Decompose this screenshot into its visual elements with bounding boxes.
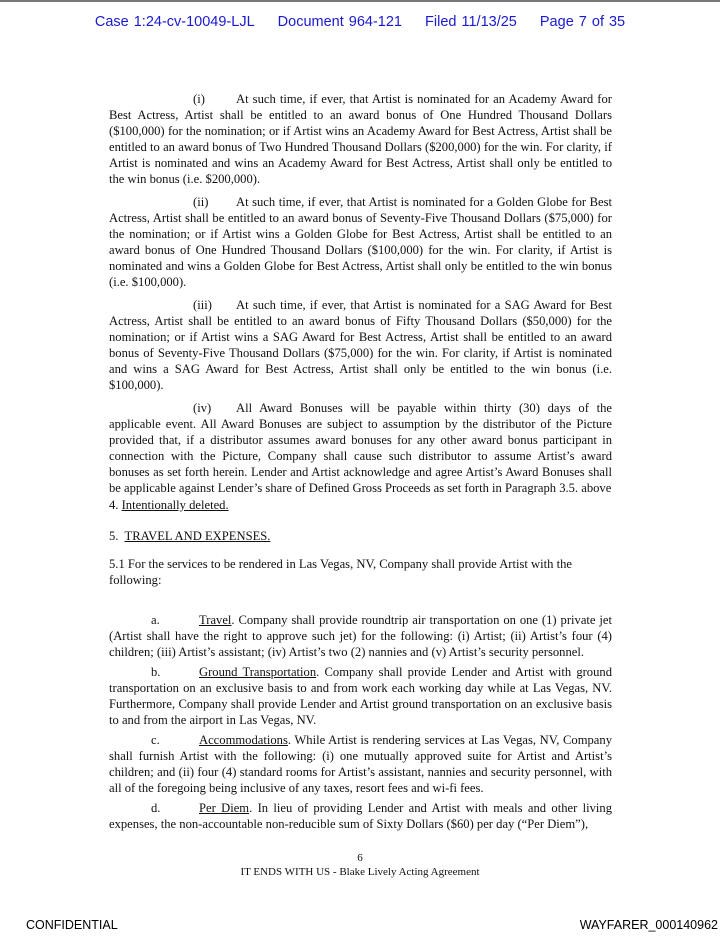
item-c-accommodations — [109, 732, 612, 796]
paragraph-ii — [109, 194, 612, 290]
item-a-travel — [109, 612, 612, 660]
item-text: . Company shall provide Lender and Artist with ground transportation on an exclusive basis to and from work each working day while at Las Vegas, NV. Furthermore, Company shall provide Lender and Artist ground transportation on an exclusive basis to and from the airport in Las Vegas, NV. — [109, 665, 612, 727]
item-letter: d. — [151, 801, 161, 815]
case-number: Case 1:24-cv-10049-LJL — [94, 14, 255, 30]
item-number: (ii) — [193, 195, 209, 209]
paragraph-i — [109, 91, 612, 187]
paragraph-text: At such time, if ever, that Artist is nominated for a Golden Globe for Best Actress, Artist shall be entitled to an award bonus of Seventy-Five Thousand Dollars ($75,000) for the nomination; or if Artist wins a Golden Globe for Best Actress, Artist shall be entitled to an award bonus of One Hundred Thousand Dollars ($100,000) for the win. For clarity, if Artist is nominated and wins a Golden Globe for Best Actress, Artist shall only be entitled to the win bonus (i.e. $100,000). — [109, 195, 612, 289]
item-number: (i) — [193, 92, 205, 106]
item-b-ground-transportation — [109, 664, 612, 728]
section-4 — [109, 497, 612, 513]
bates-number: WAYFARER_000140962 — [579, 918, 718, 932]
section-5-1: 5.1 For the services to be rendered in Las Vegas, NV, Company shall provide Artist with the following: — [109, 557, 572, 587]
paragraph-iv — [109, 400, 612, 496]
item-text: . In lieu of providing Lender and Artist with meals and other living expenses, the non-accountable non-reducible sum of Sixty Dollars ($60) per day (“Per Diem”), — [109, 801, 612, 831]
item-letter: a. — [151, 613, 160, 627]
section-5 — [109, 528, 612, 544]
paragraph-text: At such time, if ever, that Artist is nominated for a SAG Award for Best Actress, Artist shall be entitled to an award bonus of Fifty Thousand Dollars ($50,000) for the nomination; or if Artist wins a SAG Award for Best Actress, Artist shall be entitled to an award bonus of Seventy-Five Thousand Dollars ($75,000) for the win. For clarity, if Artist is nominated and wins a SAG Award for Best Actress, Artist shall only be entitled to the win bonus (i.e. $100,000). — [109, 298, 612, 392]
court-header — [0, 14, 720, 30]
paragraph-text: All Award Bonuses will be payable within thirty (30) days of the applicable event. All Award Bonuses are subject to assumption by the distributor of the Picture provided that, if a distributor assumes award bonuses for any other award bonus participant in connection with the Picture, Company shall cause such distributor to assume Artist’s award bonuses as set forth herein. Lender and Artist acknowledge and agree Artist’s Award Bonuses shall be applicable against Lender’s share of Defined Gross Proceeds as set forth in Paragraph 3.5. above — [109, 401, 612, 495]
page-number: 6 — [357, 852, 363, 864]
item-title: Travel — [199, 613, 232, 627]
page-indicator: Page 7 of 35 — [539, 14, 626, 30]
filed-date: Filed 11/13/25 — [425, 14, 517, 30]
section-title: TRAVEL AND EXPENSES. — [124, 529, 271, 543]
document-number: Document 964-121 — [277, 14, 402, 30]
item-title: Per Diem — [199, 801, 250, 815]
item-d-per-diem — [109, 800, 612, 832]
item-title: Ground Transportation — [199, 665, 317, 679]
paragraph-iii — [109, 297, 612, 393]
agreement-title: IT ENDS WITH US - Blake Lively Acting Agreement — [240, 866, 480, 878]
item-letter: c. — [151, 733, 160, 747]
item-title: Accommodations — [199, 733, 288, 747]
item-letter: b. — [151, 665, 161, 679]
item-number: (iv) — [193, 401, 212, 415]
section-number: 4. — [109, 498, 119, 512]
item-number: (iii) — [193, 298, 212, 312]
paragraph-text: At such time, if ever, that Artist is nominated for an Academy Award for Best Actress, Artist shall be entitled to an award bonus of One Hundred Thousand Dollars ($100,000) for the nomination; or if Artist wins an Academy Award for Best Actress, Artist shall be entitled to an award bonus of Two Hundred Thousand Dollars ($200,000) for the win. For clarity, if Artist is nominated and wins an Academy Award for Best Actress, Artist shall only be entitled to the win bonus (i.e. $200,000). — [109, 92, 612, 186]
section-title: Intentionally deleted. — [121, 498, 229, 512]
item-text: . Company shall provide roundtrip air transportation on one (1) private jet (Artist shall have the right to approve such jet) for the following: (i) Artist; (ii) Artist’s four (4) children; (iii) Artist’s assistant; (iv) Artist’s two (2) nannies and (v) Artist’s security personnel. — [109, 613, 612, 659]
section-number: 5. — [109, 529, 119, 543]
top-border — [0, 0, 720, 2]
confidential-label: CONFIDENTIAL — [26, 918, 118, 932]
item-text: . While Artist is rendering services at Las Vegas, NV, Company shall furnish Artist with the following: (i) one mutually approved suite for Artist and Artist’s children; and (ii) four (4) standard rooms for Artist’s assistant, nannies and security personnel, with all of the foregoing being inclusive of any taxes, resort fees and wi-fi fees. — [109, 733, 612, 795]
